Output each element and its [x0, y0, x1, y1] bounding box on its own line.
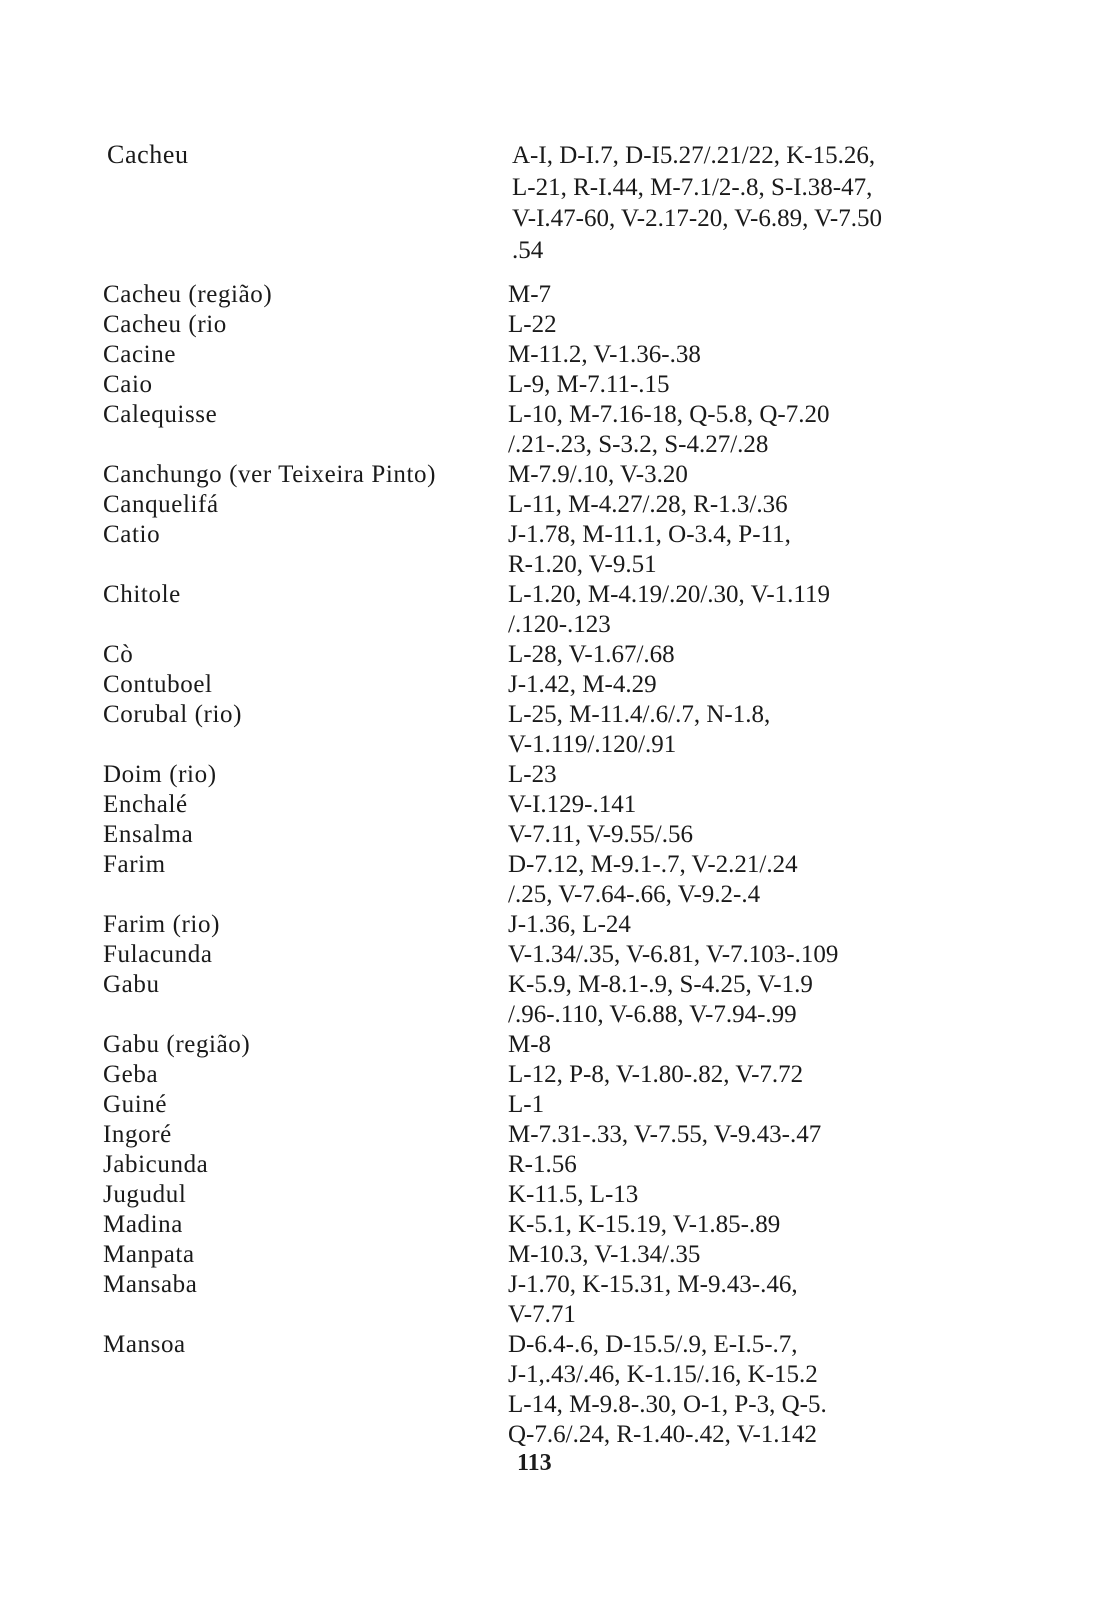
- index-references: [508, 400, 829, 460]
- index-term: Canquelifá: [103, 491, 219, 518]
- index-entry: [103, 760, 1003, 790]
- index-entry: [103, 1150, 1003, 1180]
- reference-line: L-1: [508, 1091, 545, 1118]
- reference-line: D-6.4-.6, D-15.5/.9, E-I.5-.7,: [508, 1331, 798, 1358]
- index-entry: [103, 640, 1003, 670]
- reference-line: R-1.56: [508, 1151, 577, 1178]
- index-references: [508, 370, 670, 400]
- reference-line: V-I.47-60, V-2.17-20, V-6.89, V-7.50: [512, 205, 882, 232]
- index-term: Canchungo (ver Teixeira Pinto): [103, 461, 437, 488]
- index-term: Mansoa: [103, 1331, 186, 1358]
- index-references: [508, 1180, 638, 1210]
- index-entry: [103, 400, 1003, 460]
- reference-line: L-14, M-9.8-.30, O-1, P-3, Q-5.: [508, 1391, 827, 1418]
- reference-line: /.120-.123: [508, 611, 611, 638]
- index-term: Ensalma: [103, 821, 194, 848]
- index-references: [508, 970, 813, 1030]
- index-entry: [103, 580, 1003, 640]
- index-references: [508, 310, 557, 340]
- index-entry: [103, 1030, 1003, 1060]
- index-entry: [103, 490, 1003, 520]
- index-entry: [103, 820, 1003, 850]
- index-term: Jugudul: [103, 1181, 187, 1208]
- index-term: Doim (rio): [103, 761, 217, 788]
- reference-line: M-11.2, V-1.36-.38: [508, 341, 701, 368]
- index-entry: [103, 940, 1003, 970]
- index-term: Geba: [103, 1061, 159, 1088]
- index-term: Manpata: [103, 1241, 195, 1268]
- index-term: Cacheu: [107, 140, 189, 169]
- reference-line: J-1.78, M-11.1, O-3.4, P-11,: [508, 521, 791, 548]
- index-term: Chitole: [103, 581, 181, 608]
- reference-line: .54: [512, 236, 544, 264]
- reference-line: M-7: [508, 281, 552, 308]
- reference-line: M-8: [508, 1031, 552, 1058]
- index-references: [508, 520, 791, 580]
- index-references: [508, 460, 688, 490]
- index-references: [508, 1060, 803, 1090]
- reference-line: V-1.34/.35, V-6.81, V-7.103-.109: [508, 941, 839, 968]
- index-references: [508, 340, 701, 370]
- reference-line: L-21, R-I.44, M-7.1/2-.8, S-I.38-47,: [512, 173, 873, 201]
- reference-line: A-I, D-I.7, D-I5.27/.21/22, K-15.26,: [512, 142, 876, 169]
- index-entry: [103, 280, 1003, 310]
- index-term: Fulacunda: [103, 941, 213, 968]
- index-entry: [103, 850, 1003, 910]
- index-term: Farim (rio): [103, 911, 220, 938]
- index-entry: [103, 310, 1003, 340]
- reference-line: L-25, M-11.4/.6/.7, N-1.8,: [508, 701, 771, 728]
- index-term: Contuboel: [103, 671, 213, 698]
- index-references: [508, 490, 788, 520]
- index-term: Calequisse: [103, 401, 218, 428]
- index-references: [508, 670, 657, 700]
- index-term: Cacine: [103, 341, 177, 368]
- index-entry: [103, 1090, 1003, 1120]
- index-entry: [103, 1120, 1003, 1150]
- reference-line: V-I.129-.141: [508, 791, 637, 818]
- index-entry: [103, 670, 1003, 700]
- reference-line: J-1.70, K-15.31, M-9.43-.46,: [508, 1271, 798, 1298]
- index-references: [508, 280, 551, 310]
- reference-line: L-10, M-7.16-18, Q-5.8, Q-7.20: [508, 401, 830, 428]
- index-term: Gabu (região): [103, 1031, 251, 1058]
- index-term: Enchalé: [103, 791, 188, 818]
- reference-line: K-5.1, K-15.19, V-1.85-.89: [508, 1211, 781, 1238]
- index-entry: [103, 1180, 1003, 1210]
- index-term: Guiné: [103, 1091, 168, 1118]
- index-references: [508, 1270, 798, 1330]
- index-term: Cacheu (região): [103, 281, 273, 308]
- reference-line: J-1,.43/.46, K-1.15/.16, K-15.2: [508, 1361, 818, 1388]
- reference-line: L-9, M-7.11-.15: [508, 371, 670, 398]
- index-list: [103, 140, 1003, 1450]
- index-references: [508, 1150, 577, 1180]
- index-term: Corubal (rio): [103, 701, 243, 728]
- reference-line: R-1.20, V-9.51: [508, 551, 657, 578]
- index-references: [508, 940, 838, 970]
- reference-line: L-23: [508, 761, 557, 788]
- index-entry: [103, 1060, 1003, 1090]
- reference-line: L-12, P-8, V-1.80-.82, V-7.72: [508, 1061, 804, 1088]
- index-term: Caio: [103, 371, 153, 398]
- index-term: Mansaba: [103, 1271, 198, 1298]
- index-references: [508, 1120, 821, 1150]
- index-references: [508, 1090, 544, 1120]
- index-term: Cacheu (rio: [103, 311, 227, 338]
- reference-line: M-7.31-.33, V-7.55, V-9.43-.47: [508, 1121, 822, 1148]
- index-references: [512, 140, 882, 266]
- reference-line: /.25, V-7.64-.66, V-9.2-.4: [508, 881, 761, 908]
- index-entry: [103, 1210, 1003, 1240]
- reference-line: V-1.119/.120/.91: [508, 731, 677, 758]
- index-references: [508, 910, 631, 940]
- index-entry: [103, 1270, 1003, 1330]
- index-entry: [103, 910, 1003, 940]
- reference-line: L-1.20, M-4.19/.20/.30, V-1.119: [508, 581, 830, 608]
- index-entry: [103, 340, 1003, 370]
- reference-line: /.21-.23, S-3.2, S-4.27/.28: [508, 431, 769, 458]
- index-references: [508, 580, 830, 640]
- reference-line: J-1.36, L-24: [508, 911, 631, 938]
- index-term: Madina: [103, 1211, 183, 1238]
- index-entry: [103, 520, 1003, 580]
- index-references: [508, 640, 675, 670]
- page-number: 113: [517, 1450, 552, 1476]
- index-references: [508, 1240, 700, 1270]
- reference-line: M-10.3, V-1.34/.35: [508, 1241, 701, 1268]
- index-term: Cò: [103, 641, 134, 668]
- index-entry: [103, 970, 1003, 1030]
- index-entry: [103, 460, 1003, 490]
- index-term: Ingoré: [103, 1121, 172, 1148]
- index-entry: [103, 1240, 1003, 1270]
- reference-line: L-11, M-4.27/.28, R-1.3/.36: [508, 491, 788, 518]
- index-references: [508, 760, 557, 790]
- index-term: Farim: [103, 851, 166, 878]
- reference-line: L-22: [508, 311, 557, 338]
- index-term: Catio: [103, 521, 161, 548]
- index-entry: [103, 370, 1003, 400]
- index-references: [508, 850, 798, 910]
- reference-line: L-28, V-1.67/.68: [508, 641, 675, 668]
- index-references: [508, 1210, 780, 1240]
- reference-line: K-11.5, L-13: [508, 1181, 639, 1208]
- index-references: [508, 790, 636, 820]
- reference-line: J-1.42, M-4.29: [508, 671, 657, 698]
- index-references: [508, 700, 770, 760]
- index-term: Gabu: [103, 971, 160, 998]
- index-term: Jabicunda: [103, 1151, 209, 1178]
- index-entry: [103, 140, 1003, 266]
- index-entry: [103, 790, 1003, 820]
- index-references: [508, 1030, 551, 1060]
- reference-line: D-7.12, M-9.1-.7, V-2.21/.24: [508, 851, 798, 878]
- index-entry: [103, 1330, 1003, 1450]
- reference-line: V-7.11, V-9.55/.56: [508, 821, 693, 848]
- reference-line: K-5.9, M-8.1-.9, S-4.25, V-1.9: [508, 971, 813, 998]
- index-references: [508, 820, 693, 850]
- reference-line: M-7.9/.10, V-3.20: [508, 461, 688, 488]
- reference-line: V-7.71: [508, 1301, 576, 1328]
- index-entry: [103, 700, 1003, 760]
- reference-line: /.96-.110, V-6.88, V-7.94-.99: [508, 1001, 797, 1028]
- index-references: [508, 1330, 827, 1450]
- reference-line: Q-7.6/.24, R-1.40-.42, V-1.142: [508, 1421, 818, 1448]
